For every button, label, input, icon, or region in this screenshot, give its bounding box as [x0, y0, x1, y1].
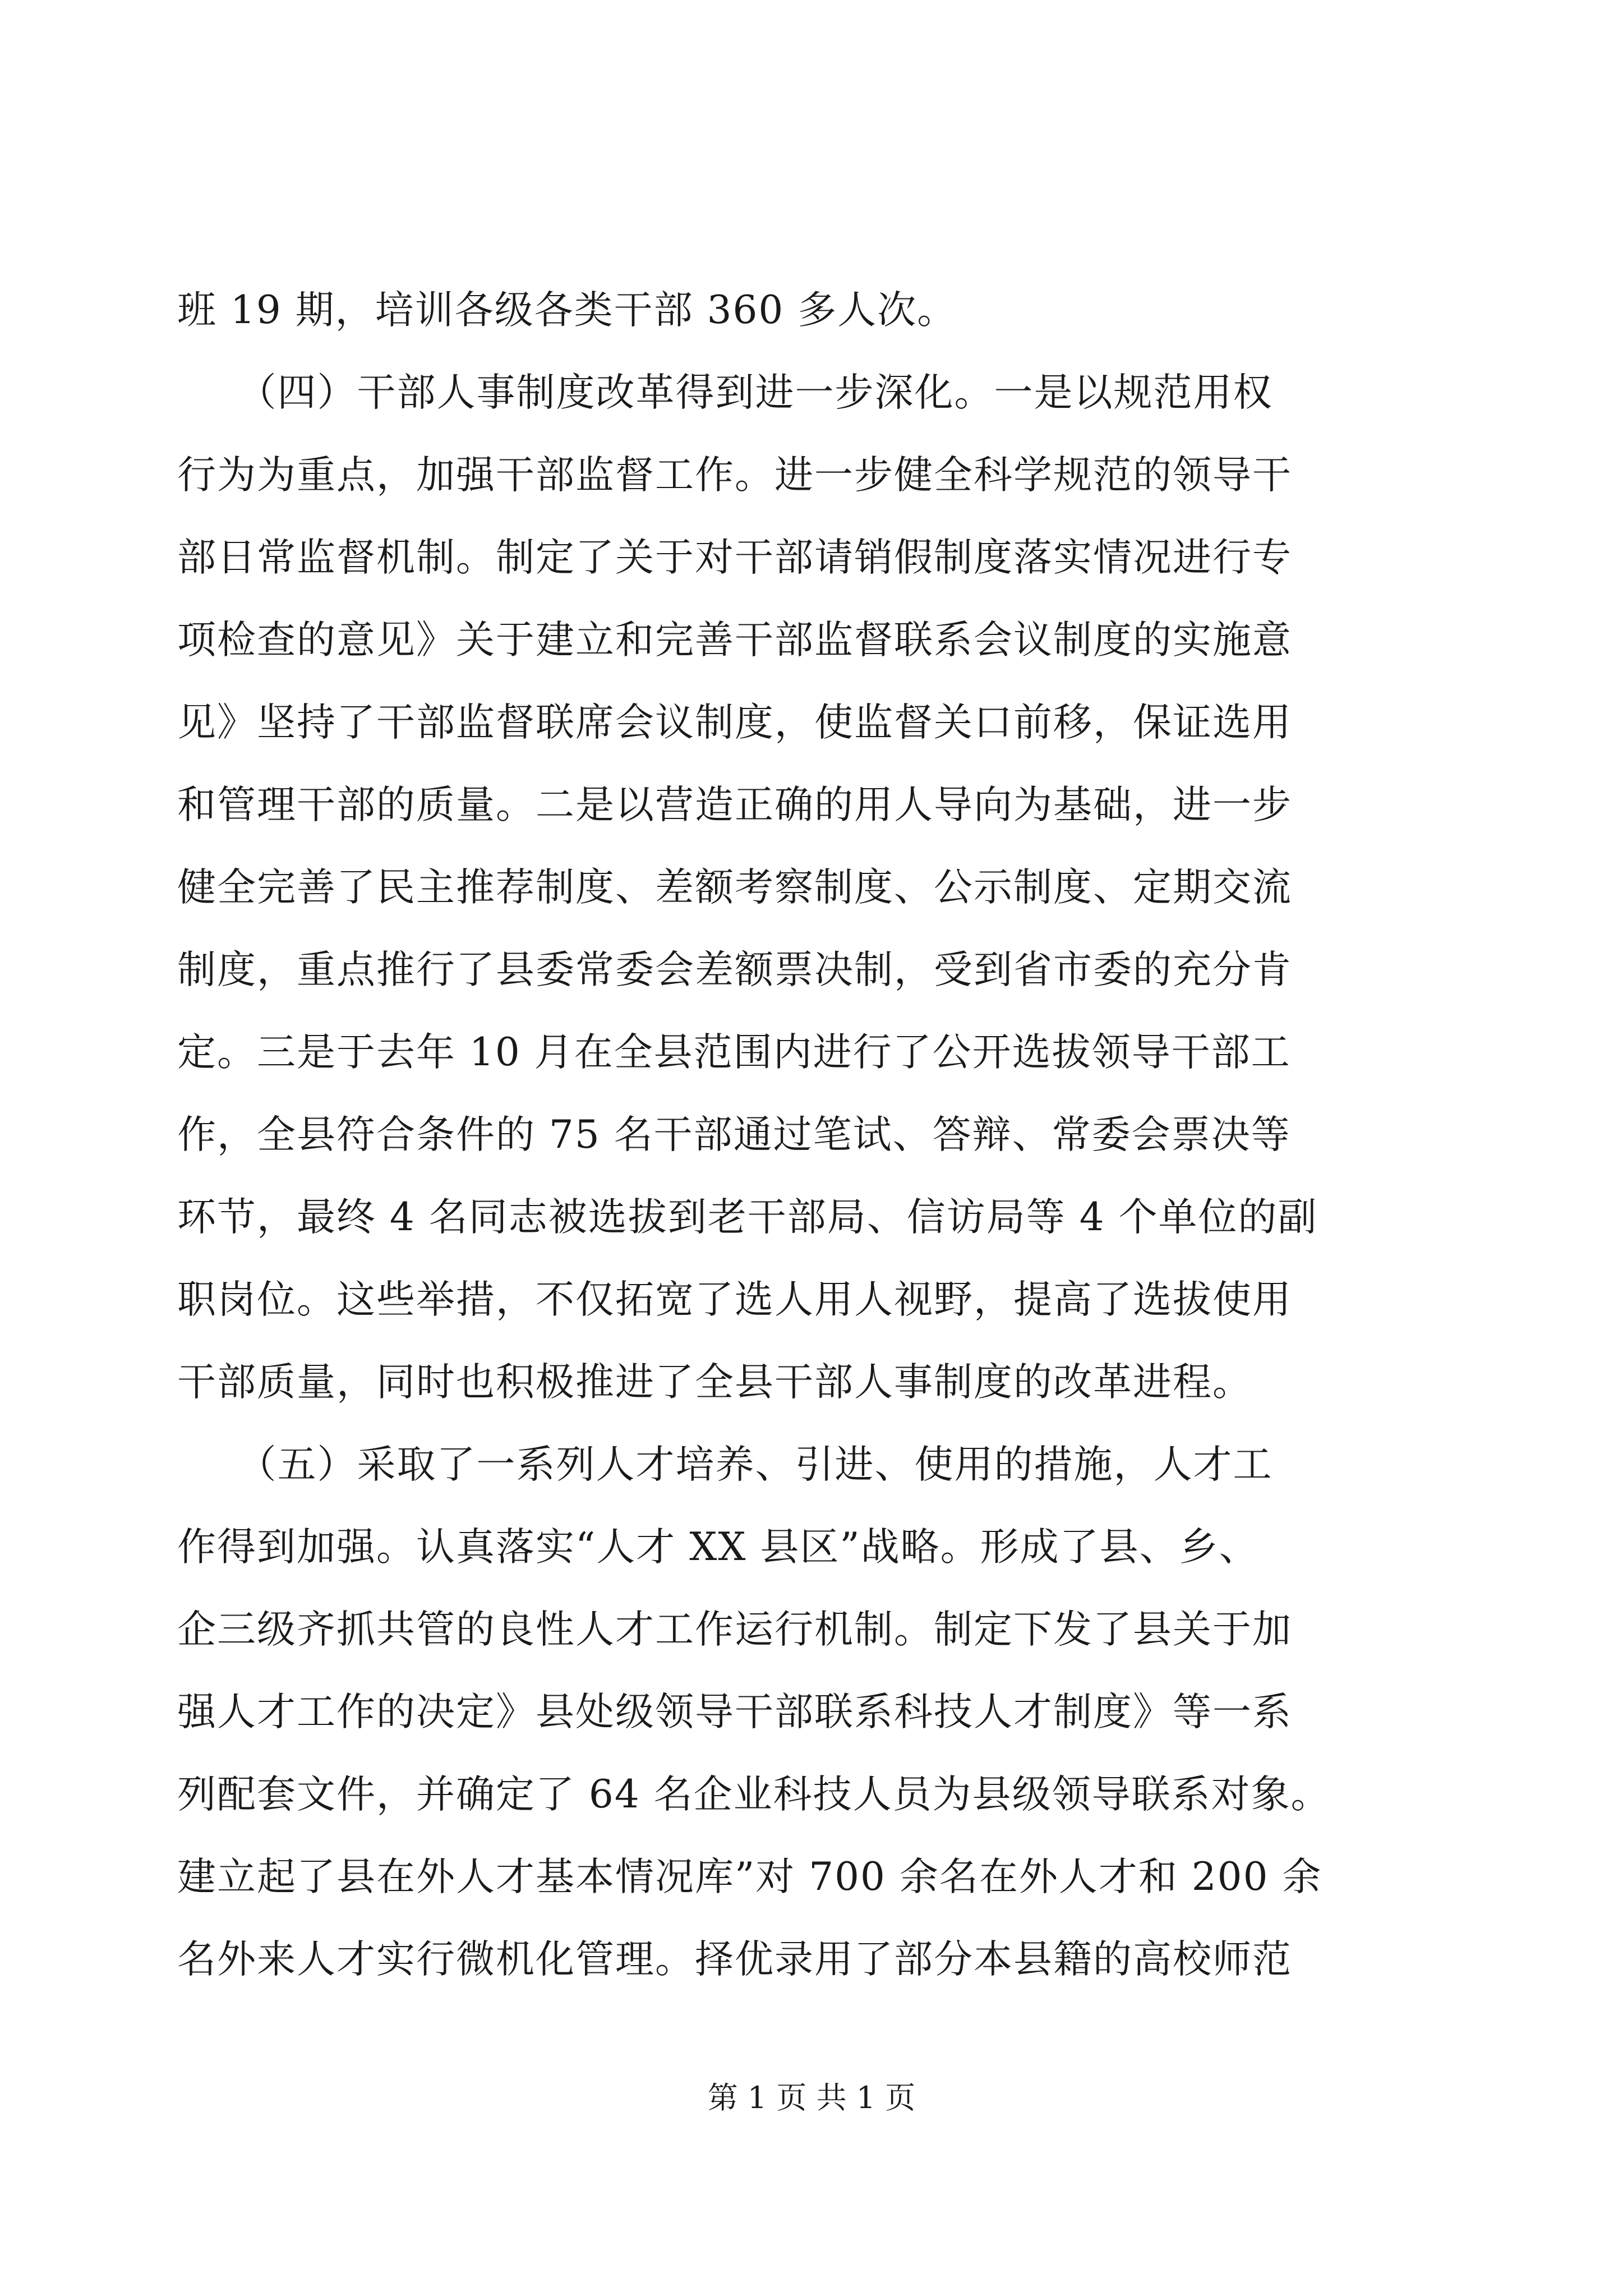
text-line: 建立起了县在外人才基本情况库”对 700 余名在外人才和 200 余	[177, 1855, 1322, 1899]
document-body	[177, 269, 1445, 2001]
text-line: 企三级齐抓共管的良性人才工作运行机制。制定下发了县关于加	[177, 1607, 1292, 1652]
text-line: （四）干部人事制度改革得到进一步深化。一是以规范用权	[177, 370, 1273, 415]
text-line: 强人才工作的决定》县处级领导干部联系科技人才制度》等一系	[177, 1690, 1292, 1734]
text-line: 健全完善了民主推荐制度、差额考察制度、公示制度、定期交流	[177, 865, 1292, 910]
text-line: 部日常监督机制。制定了关于对干部请销假制度落实情况进行专	[177, 535, 1292, 580]
text-line: 见》坚持了干部监督联席会议制度，使监督关口前移，保证选用	[177, 700, 1292, 745]
text-line: （五）采取了一系列人才培养、引进、使用的措施，人才工	[177, 1442, 1273, 1487]
text-line: 和管理干部的质量。二是以营造正确的用人导向为基础，进一步	[177, 783, 1292, 827]
page-footer: 第 1 页 共 1 页	[707, 2080, 916, 2115]
text-line: 作，全县符合条件的 75 名干部通过笔试、答辩、常委会票决等	[177, 1112, 1291, 1157]
text-line: 职岗位。这些举措，不仅拓宽了选人用人视野，提高了选拔使用	[177, 1277, 1292, 1322]
text-line: 班 19 期，培训各级各类干部 360 多人次。	[177, 288, 957, 333]
text-line: 项检查的意见》关于建立和完善干部监督联系会议制度的实施意	[177, 618, 1292, 662]
text-line: 列配套文件，并确定了 64 名企业科技人员为县级领导联系对象。	[177, 1772, 1331, 1817]
text-line: 行为为重点，加强干部监督工作。进一步健全科学规范的领导干	[177, 453, 1292, 498]
text-line: 定。三是于去年 10 月在全县范围内进行了公开选拔领导干部工	[177, 1030, 1291, 1075]
text-line: 干部质量，同时也积极推进了全县干部人事制度的改革进程。	[177, 1360, 1252, 1405]
text-line: 名外来人才实行微机化管理。择优录用了部分本县籍的高校师范	[177, 1937, 1292, 1982]
text-line: 环节，最终 4 名同志被选拔到老干部局、信访局等 4 个单位的副	[177, 1195, 1318, 1240]
text-line: 作得到加强。认真落实“人才 XX 县区”战略。形成了县、乡、	[177, 1525, 1259, 1570]
text-line: 制度，重点推行了县委常委会差额票决制，受到省市委的充分肯	[177, 947, 1292, 992]
